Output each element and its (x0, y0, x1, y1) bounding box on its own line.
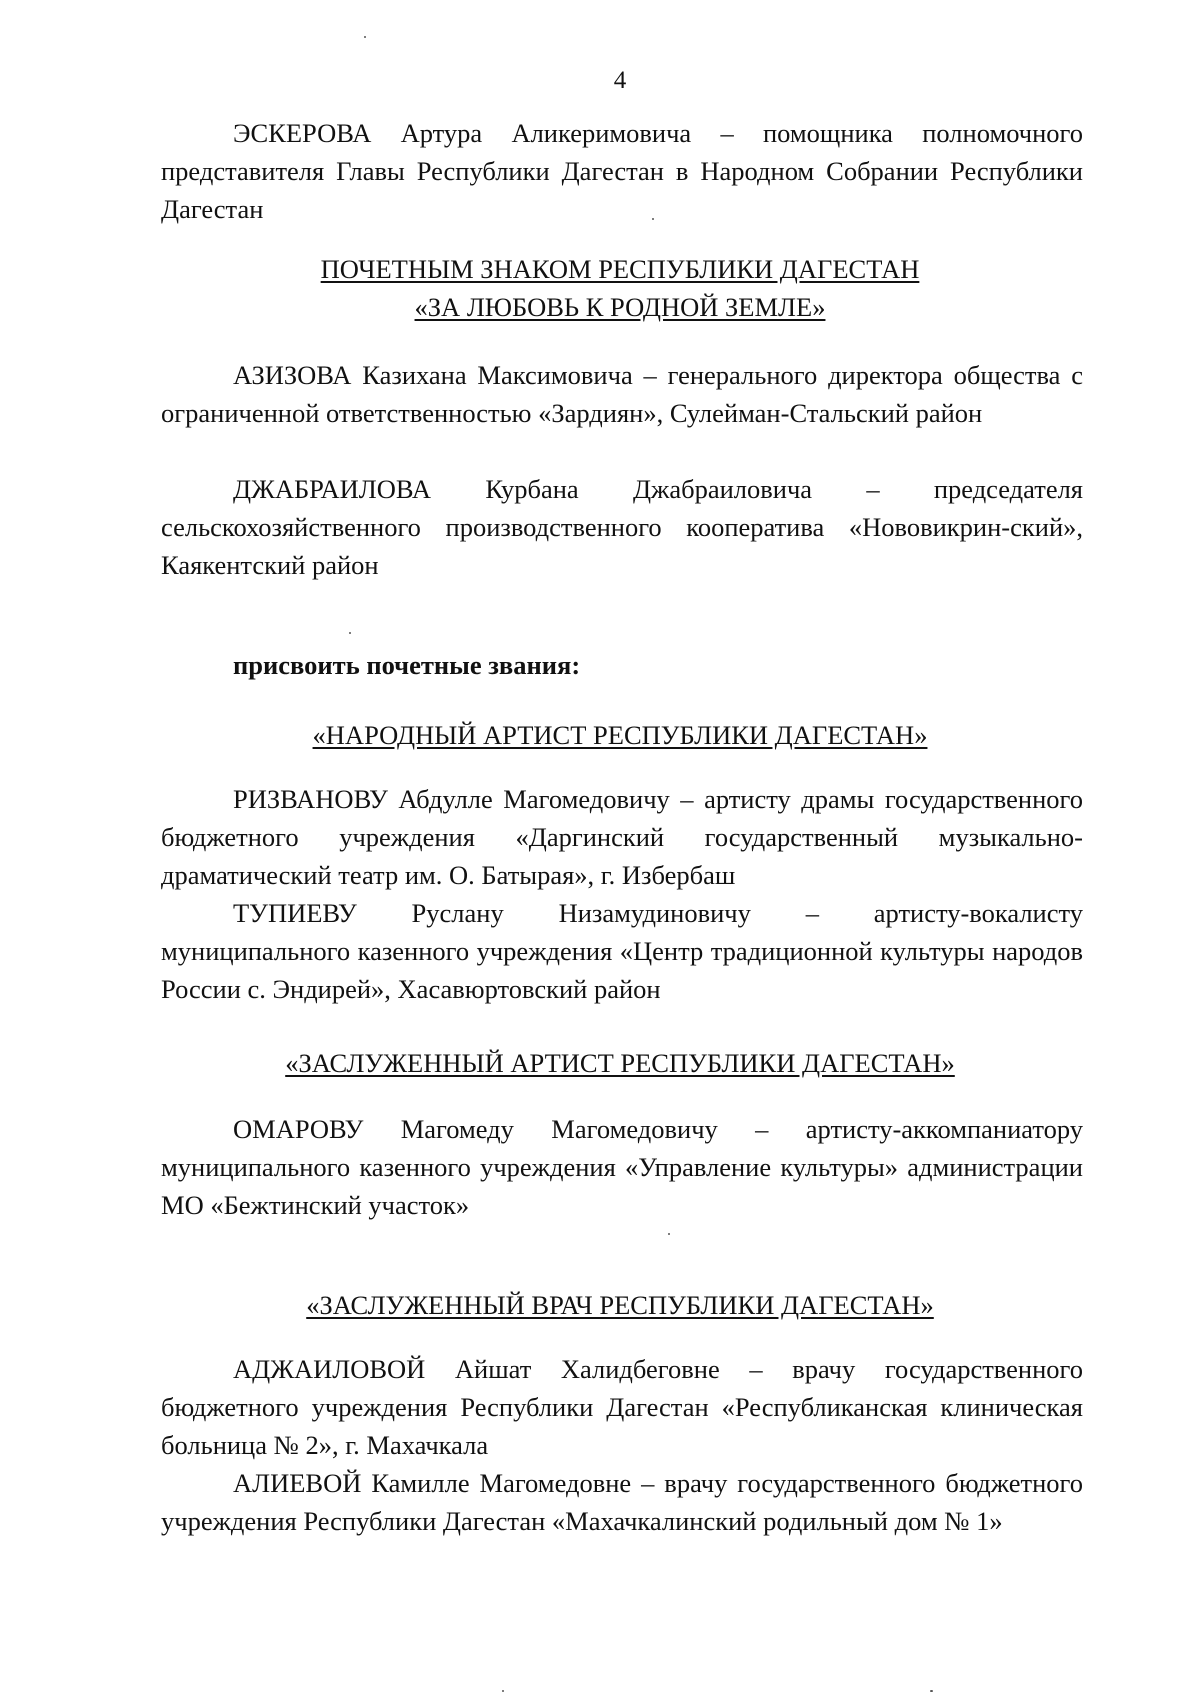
award-entry-dzhabrailov: ДЖАБРАИЛОВА Курбана Джабраиловича – председателя сельскохозяйственного производственного кооператива «Нововикрин-ский», Каякентский район (161, 474, 1083, 580)
scan-speck (364, 36, 366, 38)
section-heading-badge (140, 250, 1100, 326)
titles-intro-line: присвоить почетные звания: (233, 650, 581, 680)
scan-speck (668, 1233, 670, 1235)
section-heading-peoples-artist-text: «НАРОДНЫЙ АРТИСТ РЕСПУБЛИКИ ДАГЕСТАН» (312, 720, 928, 750)
section-heading-peoples-artist (140, 716, 1100, 754)
award-entry-azizov: АЗИЗОВА Казихана Максимовича – генерального директора общества с ограниченной ответственностью «Зардиян», Сулейман-Стальский район (161, 360, 1083, 428)
section-heading-honored-artist-text: «ЗАСЛУЖЕННЫЙ АРТИСТ РЕСПУБЛИКИ ДАГЕСТАН» (285, 1048, 955, 1078)
award-entry-alieva: АЛИЕВОЙ Камилле Магомедовне – врачу государственного бюджетного учреждения Республики Дагестан «Махачкалинский родильный дом № 1» (161, 1468, 1083, 1536)
scan-speck (930, 1690, 933, 1692)
award-entry-adzhailova: АДЖАИЛОВОЙ Айшат Халидбеговне – врачу государственного бюджетного учреждения Республики Дагестан «Республиканская клиническая больница № 2», г. Махачкала (161, 1354, 1083, 1460)
section-heading-honored-artist (140, 1044, 1100, 1082)
award-entry-omarov: ОМАРОВУ Магомеду Магомедовичу – артисту-аккомпаниатору муниципального казенного учреждения «Управление культуры» администрации МО «Бежтинский участок» (161, 1114, 1083, 1220)
scan-speck (502, 1690, 504, 1692)
section-heading-honored-doctor (140, 1286, 1100, 1324)
page-number: 4 (613, 67, 627, 94)
award-entry-eskerov: ЭСКЕРОВА Артура Аликеримовича – помощника полномочного представителя Главы Республики Дагестан в Народном Собрании Республики Дагестан (161, 118, 1083, 224)
section-heading-badge-line2: «ЗА ЛЮБОВЬ К РОДНОЙ ЗЕМЛЕ» (414, 292, 826, 322)
section-heading-badge-line1: ПОЧЕТНЫМ ЗНАКОМ РЕСПУБЛИКИ ДАГЕСТАН (320, 254, 920, 284)
scan-speck (652, 218, 654, 220)
award-entry-tupiev: ТУПИЕВУ Руслану Низамудиновичу – артисту-вокалисту муниципального казенного учреждения «Центр традиционной культуры народов России с. Эндирей», Хасавюртовский район (161, 898, 1083, 1004)
section-heading-honored-doctor-text: «ЗАСЛУЖЕННЫЙ ВРАЧ РЕСПУБЛИКИ ДАГЕСТАН» (306, 1290, 934, 1320)
scan-speck (349, 632, 351, 634)
award-entry-rizvanov: РИЗВАНОВУ Абдулле Магомедовичу – артисту драмы государственного бюджетного учреждения «Даргинский государственный музыкально-драматический театр им. О. Батырая», г. Избербаш (161, 784, 1083, 890)
